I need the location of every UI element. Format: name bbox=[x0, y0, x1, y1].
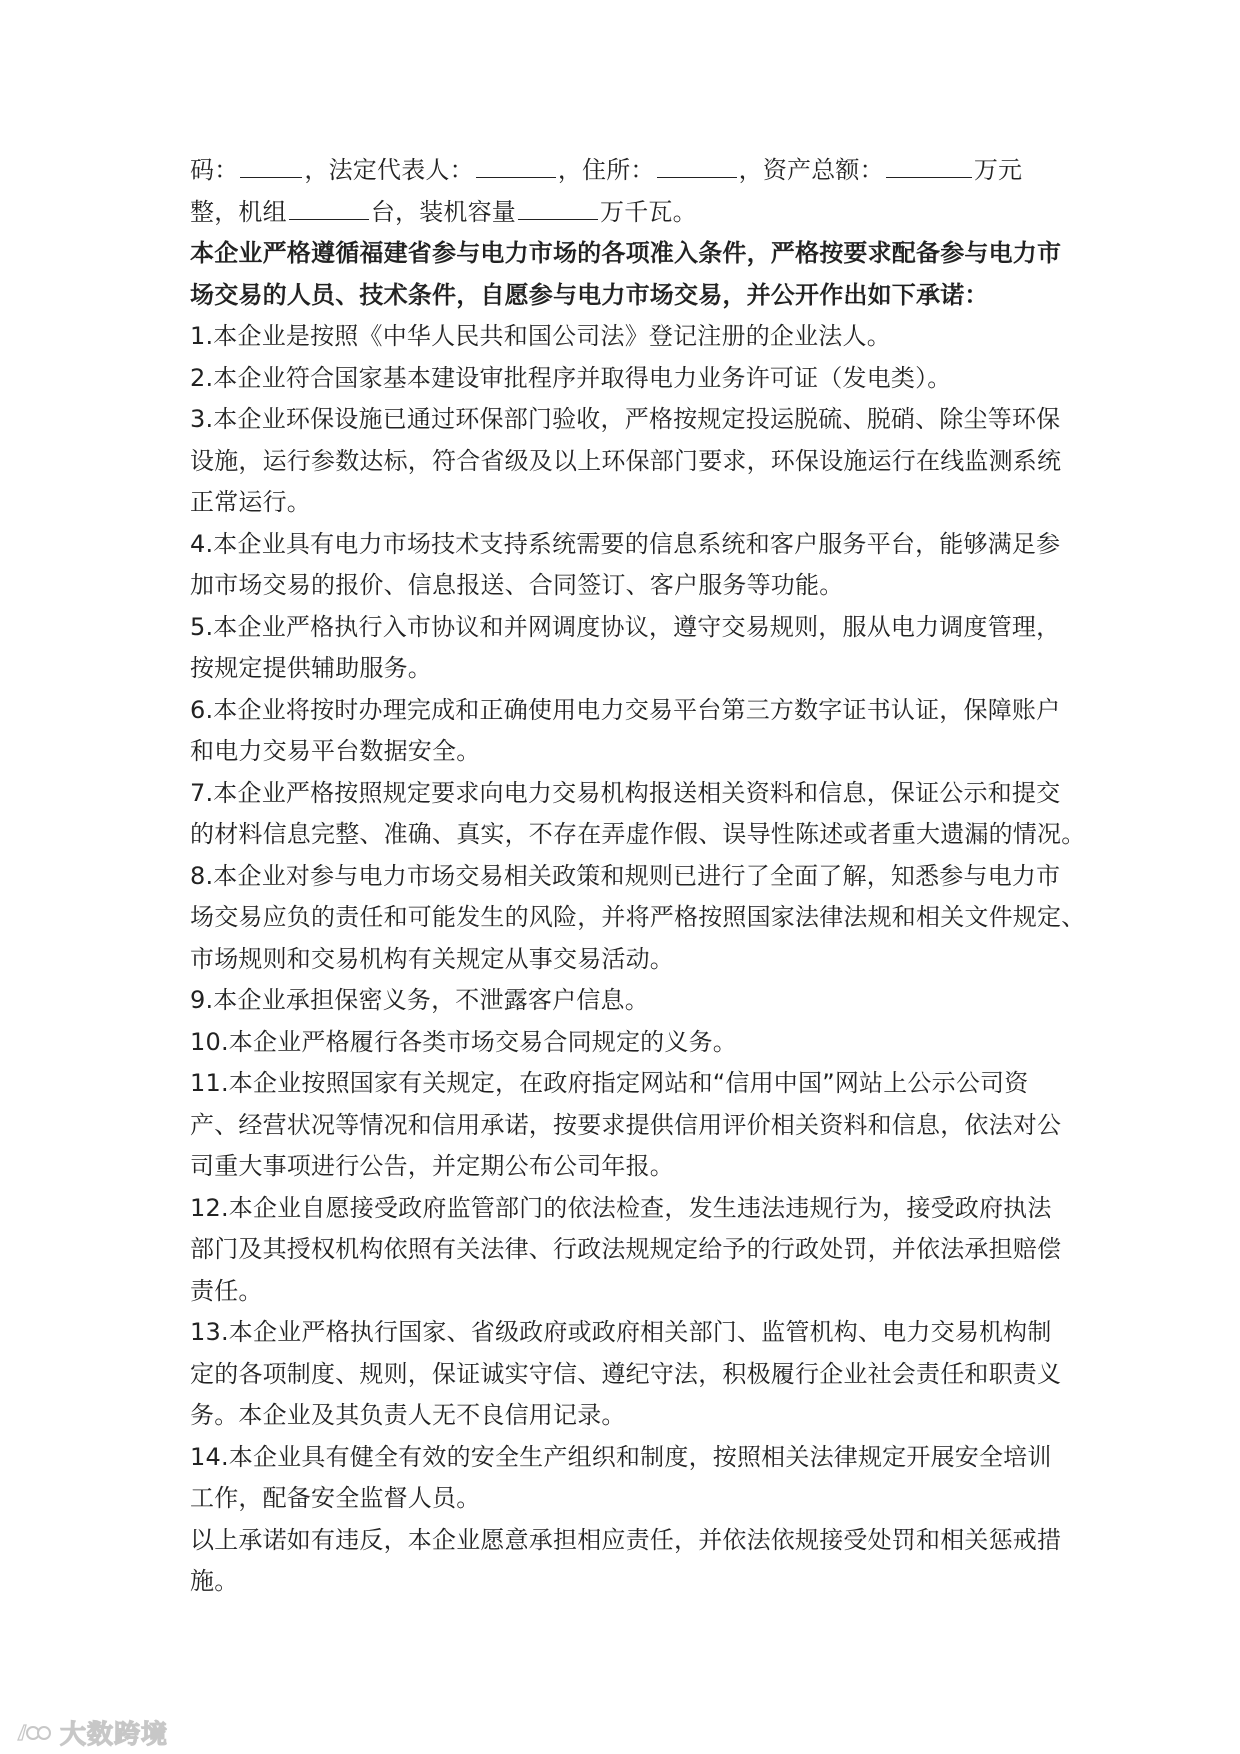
assets-unit: 万元 bbox=[973, 156, 1023, 184]
commitment-line: 市场规则和交易机构有关规定从事交易活动。 bbox=[190, 944, 674, 973]
commitment-line: 7.本企业严格按照规定要求向电力交易机构报送相关资料和信息，保证公示和提交 bbox=[190, 778, 1061, 807]
commitment-line: 9.本企业承担保密义务，不泄露客户信息。 bbox=[190, 986, 649, 1014]
code-label: 码： bbox=[190, 156, 239, 184]
commitment-line: 的材料信息完整、准确、真实，不存在弄虚作假、误导性陈述或者重大遗漏的情况。 bbox=[190, 820, 1086, 848]
header-fields-line-1 bbox=[190, 150, 1070, 192]
commitment-line: 定的各项制度、规则，保证诚实守信、遵纪守法，积极履行企业社会责任和职责义 bbox=[190, 1359, 1062, 1388]
header-fields-line-2 bbox=[190, 192, 1070, 234]
capacity-blank[interactable] bbox=[518, 195, 598, 220]
commitment-line: 3.本企业环保设施已通过环保部门验收，严格按规定投运脱硫、脱硝、除尘等环保 bbox=[190, 405, 1061, 433]
commitment-line: 工作，配备安全监督人员。 bbox=[190, 1484, 481, 1512]
commitment-line: 责任。 bbox=[190, 1276, 263, 1305]
commitment-line: 部门及其授权机构依照有关法律、行政法规规定给予的行政处罚，并依法承担赔偿 bbox=[190, 1235, 1062, 1263]
commitment-line: 2.本企业符合国家基本建设审批程序并取得电力业务许可证（发电类）。 bbox=[190, 363, 952, 392]
commitment-line: 和电力交易平台数据安全。 bbox=[190, 737, 481, 765]
address-label: ，住所： bbox=[557, 156, 655, 184]
legal-rep-blank[interactable] bbox=[476, 153, 556, 178]
watermark bbox=[14, 1714, 168, 1751]
commitment-line: 4.本企业具有电力市场技术支持系统需要的信息系统和客户服务平台，能够满足参 bbox=[190, 529, 1061, 558]
code-blank[interactable] bbox=[240, 153, 302, 178]
assets-blank[interactable] bbox=[886, 153, 972, 178]
commitment-line: 11.本企业按照国家有关规定，在政府指定网站和“信用中国”网站上公示公司资 bbox=[190, 1069, 1029, 1097]
commitment-line: 施。 bbox=[190, 1567, 239, 1595]
commitment-line: 正常运行。 bbox=[190, 488, 311, 516]
watermark-text: 大数跨境 bbox=[60, 1720, 169, 1750]
intro-line: 本企业严格遵循福建省参与电力市场的各项准入条件，严格按要求配备参与电力市 bbox=[190, 239, 1062, 267]
line2-prefix: 整，机组 bbox=[190, 197, 287, 226]
commitment-line: 10.本企业严格履行各类市场交易合同规定的义务。 bbox=[190, 1027, 737, 1056]
assets-label: ，资产总额： bbox=[738, 156, 884, 184]
address-blank[interactable] bbox=[657, 153, 737, 178]
commitment-line: 产、经营状况等情况和信用承诺，按要求提供信用评价相关资料和信息，依法对公 bbox=[190, 1110, 1062, 1139]
commitment-line: 加市场交易的报价、信息报送、合同签订、客户服务等功能。 bbox=[190, 571, 844, 599]
commitment-line: 按规定提供辅助服务。 bbox=[190, 654, 432, 682]
intro-line: 场交易的人员、技术条件，自愿参与电力市场交易，并公开作出如下承诺： bbox=[190, 280, 989, 309]
commitment-line: 设施，运行参数达标，符合省级及以上环保部门要求，环保设施运行在线监测系统 bbox=[190, 446, 1062, 475]
commitment-line: 8.本企业对参与电力市场交易相关政策和规则已进行了全面了解，知悉参与电力市 bbox=[190, 861, 1061, 890]
commitment-line: 14.本企业具有健全有效的安全生产组织和制度，按照相关法律规定开展安全培训 bbox=[190, 1442, 1052, 1471]
100-logo-icon bbox=[14, 1720, 52, 1746]
units-unit: 台，装机容量 bbox=[370, 197, 517, 226]
capacity-unit: 万千瓦。 bbox=[600, 197, 697, 226]
commitment-line: 6.本企业将按时办理完成和正确使用电力交易平台第三方数字证书认证，保障账户 bbox=[190, 695, 1061, 724]
commitment-line: 12.本企业自愿接受政府监管部门的依法检查，发生违法违规行为，接受政府执法 bbox=[190, 1193, 1052, 1222]
legal-rep-label: ，法定代表人： bbox=[304, 156, 474, 184]
commitment-line: 场交易应负的责任和可能发生的风险，并将严格按照国家法律法规和相关文件规定、 bbox=[190, 903, 1086, 931]
commitment-line: 以上承诺如有违反，本企业愿意承担相应责任，并依法依规接受处罚和相关惩戒措 bbox=[190, 1525, 1062, 1554]
commitment-line: 1.本企业是按照《中华人民共和国公司法》登记注册的企业法人。 bbox=[190, 322, 891, 350]
commitment-line: 司重大事项进行公告，并定期公布公司年报。 bbox=[190, 1152, 674, 1180]
units-blank[interactable] bbox=[289, 195, 369, 220]
commitment-line: 5.本企业严格执行入市协议和并网调度协议，遵守交易规则，服从电力调度管理， bbox=[190, 612, 1061, 641]
document-body bbox=[190, 150, 1086, 1603]
commitment-line: 务。本企业及其负责人无不良信用记录。 bbox=[190, 1401, 626, 1429]
commitment-line: 13.本企业严格执行国家、省级政府或政府相关部门、监管机构、电力交易机构制 bbox=[190, 1318, 1052, 1346]
